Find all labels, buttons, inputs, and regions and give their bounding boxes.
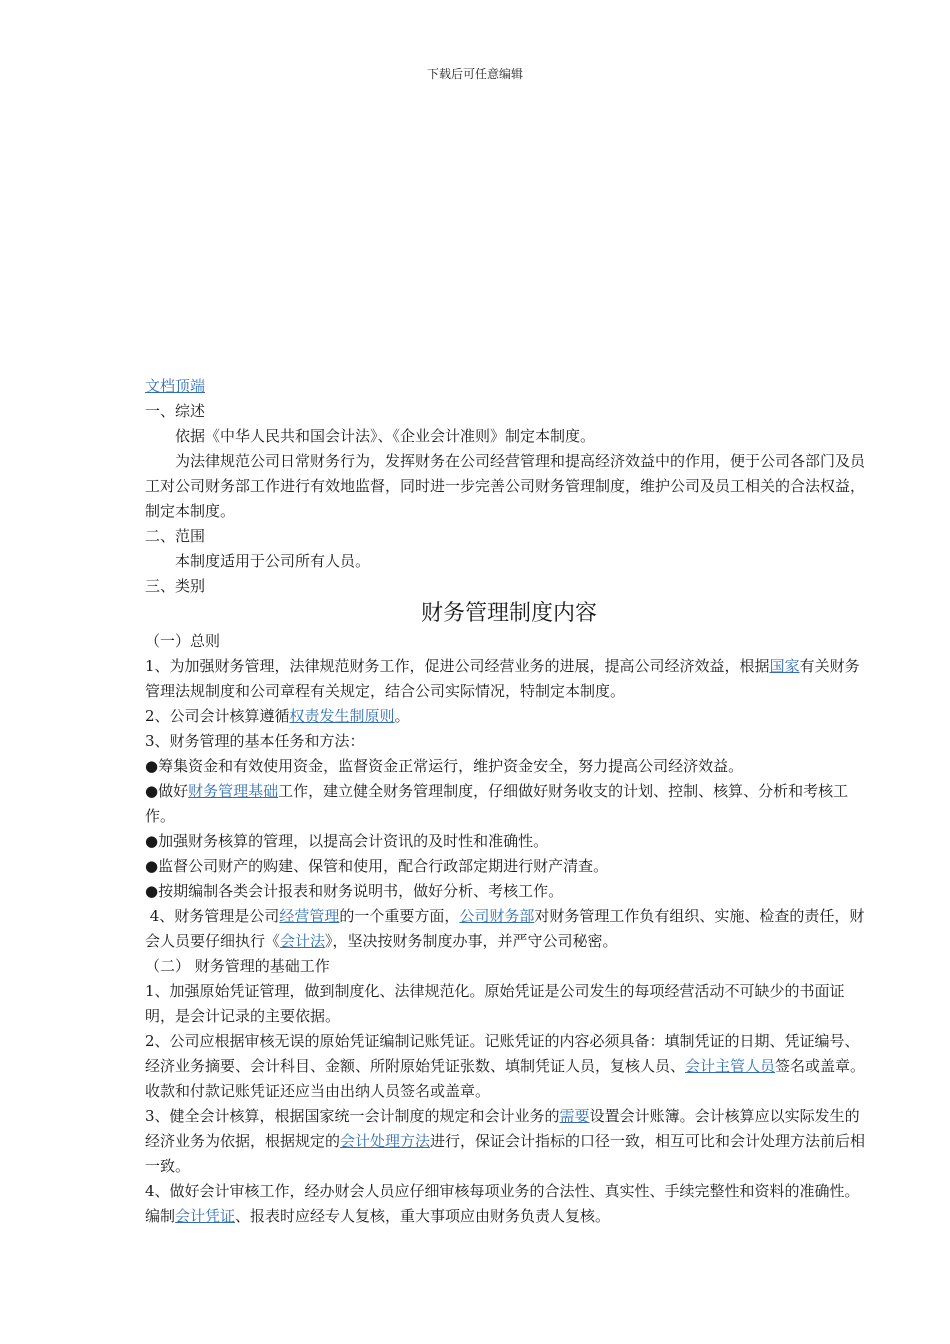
text: 4、做好会计审核工作，经办财会人员应仔细审核每项业务的合法性、真实性、手续完整性和资料的准确性。编制 bbox=[145, 1182, 860, 1225]
page-header: 下载后可任意编辑 bbox=[426, 67, 523, 81]
part2-item2 bbox=[145, 1029, 873, 1104]
text: 设置会计账簿。会计核算应以实际发生的经济业务为依据，根据规定的 bbox=[145, 1107, 860, 1150]
text: 2、公司应根据审核无误的原始凭证编制记账凭证。记账凭证的内容必须具备：填制凭证的日期、凭证编号、经济业务摘要、会计科目、金额、所附原始凭证张数、填制凭证人员，复核人员、 bbox=[145, 1032, 860, 1075]
text: 1、为加强财务管理，法律规范财务工作，促进公司经营业务的进展，提高公司经济效益，根据 bbox=[145, 657, 770, 675]
text: 有关财务管理法规制度和公司章程有关规定，结合公司实际情况，特制定本制度。 bbox=[145, 657, 860, 700]
link-accrual-principle[interactable]: 权责发生制原则 bbox=[289, 707, 395, 725]
text: 工作，建立健全财务管理制度，仔细做好财务收支的计划、控制、核算、分析和考核工作。 bbox=[145, 782, 849, 825]
text: 。 bbox=[394, 707, 410, 725]
part2-item1: 1、加强原始凭证管理，做到制度化、法律规范化。原始凭证是公司发生的每项经营活动不可缺少的书面证明，是会计记录的主要依据。 bbox=[145, 982, 845, 1025]
text: 2、公司会计核算遵循 bbox=[145, 707, 290, 725]
doc-top-link[interactable]: 文档顶端 bbox=[145, 377, 206, 395]
section1-heading: 一、综述 bbox=[145, 402, 206, 420]
text: 对财务管理工作负有组织、实施、检查的责任，财会人员要仔细执行《 bbox=[145, 907, 865, 950]
text: 的一个重要方面， bbox=[339, 907, 460, 925]
link-accounting-method[interactable]: 会计处理方法 bbox=[340, 1132, 431, 1150]
link-accounting-voucher[interactable]: 会计凭证 bbox=[175, 1207, 236, 1225]
text: 、报表时应经专人复核，重大事项应由财务负责人复核。 bbox=[235, 1207, 611, 1225]
part1-heading: （一）总则 bbox=[145, 632, 221, 650]
document-body bbox=[145, 374, 873, 1229]
link-need[interactable]: 需要 bbox=[559, 1107, 590, 1125]
section1-para1: 依据《中华人民共和国会计法》、《企业会计准则》制定本制度。 bbox=[175, 427, 596, 445]
part1-bullet2 bbox=[145, 779, 873, 829]
part1-item1 bbox=[145, 654, 873, 704]
text: 签名或盖章。收款和付款记账凭证还应当由出纳人员签名或盖章。 bbox=[145, 1057, 866, 1100]
text: 4、财务管理是公司 bbox=[145, 907, 280, 925]
text: 3、健全会计核算，根据国家统一会计制度的规定和会计业务的 bbox=[145, 1107, 560, 1125]
link-finance-basic[interactable]: 财务管理基础 bbox=[188, 782, 279, 800]
text: ●做好 bbox=[145, 782, 189, 800]
part1-item3: 3、财务管理的基本任务和方法： bbox=[145, 732, 365, 750]
text: 》，坚决按财务制度办事，并严守公司秘密。 bbox=[325, 932, 618, 950]
main-title: 财务管理制度内容 bbox=[420, 601, 597, 626]
part1-bullet4: ●监督公司财产的购建、保管和使用，配合行政部定期进行财产清查。 bbox=[145, 857, 609, 875]
link-finance-department[interactable]: 公司财务部 bbox=[459, 907, 535, 925]
link-accounting-supervisor[interactable]: 会计主管人员 bbox=[685, 1057, 776, 1075]
part1-item2 bbox=[145, 704, 873, 729]
link-business-management[interactable]: 经营管理 bbox=[279, 907, 340, 925]
part2-item3 bbox=[145, 1104, 873, 1179]
link-accounting-law[interactable]: 会计法 bbox=[280, 932, 326, 950]
text: 进行，保证会计指标的口径一致，相互可比和会计处理方法前后相一致。 bbox=[145, 1132, 866, 1175]
link-guojia[interactable]: 国家 bbox=[769, 657, 800, 675]
section1-para2: 为法律规范公司日常财务行为，发挥财务在公司经营管理和提高经济效益中的作用，便于公司各部门及员工对公司财务部工作进行有效地监督，同时进一步完善公司财务管理制度，维护公司及员工相关的合法权益，制定本制度。 bbox=[145, 452, 866, 520]
part2-item4 bbox=[145, 1179, 873, 1229]
part1-bullet1: ●筹集资金和有效使用资金，监督资金正常运行，维护资金安全，努力提高公司经济效益。 bbox=[145, 757, 744, 775]
part1-bullet5: ●按期编制各类会计报表和财务说明书，做好分析、考核工作。 bbox=[145, 882, 564, 900]
section3-heading: 三、类别 bbox=[145, 577, 206, 595]
part1-item4 bbox=[145, 904, 873, 954]
part2-heading: （二） 财务管理的基础工作 bbox=[145, 957, 330, 975]
section2-heading: 二、范围 bbox=[145, 527, 206, 545]
section2-para1: 本制度适用于公司所有人员。 bbox=[175, 552, 371, 570]
part1-bullet3: ●加强财务核算的管理，以提高会计资讯的及时性和准确性。 bbox=[145, 832, 549, 850]
